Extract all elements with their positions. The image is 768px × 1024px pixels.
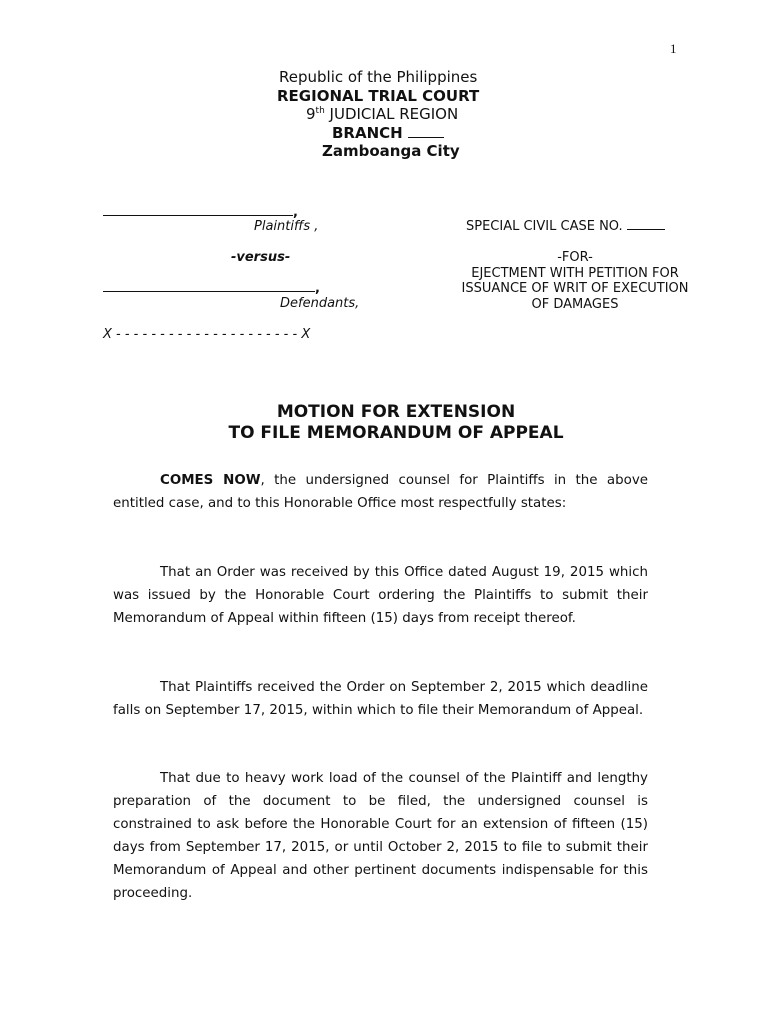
comes-now: COMES NOW bbox=[160, 473, 261, 488]
branch-blank bbox=[408, 137, 444, 138]
defendants-name-line bbox=[103, 281, 320, 297]
for-label: -FOR- bbox=[557, 250, 593, 265]
case-number-label: SPECIAL CIVIL CASE NO. bbox=[466, 219, 623, 234]
paragraph-3-text: That Plaintiffs received the Order on September 2, 2015 which deadline falls on September 17, 2015, within which to file their Memorandum of Appeal. bbox=[113, 680, 648, 718]
paragraph-3 bbox=[113, 676, 648, 722]
case-number-line bbox=[466, 219, 665, 235]
region-text: JUDICIAL REGION bbox=[324, 105, 459, 123]
judicial-region bbox=[306, 105, 458, 123]
plaintiffs-blank bbox=[103, 215, 293, 216]
title-line-1: MOTION FOR EXTENSION bbox=[276, 402, 516, 422]
case-nature bbox=[430, 250, 720, 312]
republic-line: Republic of the Philippines bbox=[279, 68, 478, 86]
document-title bbox=[0, 402, 768, 444]
branch-line bbox=[332, 124, 444, 142]
case-nature-line-3: OF DAMAGES bbox=[531, 296, 619, 312]
versus-label: -versus- bbox=[231, 250, 291, 265]
title-line-2: TO FILE MEMORANDUM OF APPEAL bbox=[228, 423, 564, 443]
city-line: Zamboanga City bbox=[322, 142, 460, 160]
defendants-comma: , bbox=[315, 281, 320, 296]
case-number-blank bbox=[627, 229, 665, 230]
caption-divider: X - - - - - - - - - - - - - - - - - - - - - X bbox=[103, 327, 311, 342]
paragraph-2 bbox=[113, 561, 648, 630]
plaintiffs-label: Plaintiffs , bbox=[254, 219, 319, 234]
page-number: 1 bbox=[670, 41, 677, 56]
defendants-blank bbox=[103, 291, 315, 292]
paragraph-4 bbox=[113, 767, 648, 905]
case-nature-line-2: ISSUANCE OF WRIT OF EXECUTION bbox=[461, 281, 689, 296]
case-nature-line-1: EJECTMENT WITH PETITION FOR bbox=[471, 265, 679, 281]
plaintiffs-comma: , bbox=[293, 205, 298, 220]
paragraph-1 bbox=[113, 469, 648, 515]
branch-label: BRANCH bbox=[332, 124, 403, 142]
region-number: 9 bbox=[306, 105, 316, 123]
paragraph-4-text: That due to heavy work load of the counsel of the Plaintiff and lengthy preparation of the document to be filed, the undersigned counsel is constrained to ask before the Honorable Court for an extension of fifteen (15) days from September 17, 2015, or until October 2, 2015 to file to submit their Memorandum of Appeal and other pertinent documents indispensable for this proceeding. bbox=[113, 771, 648, 901]
paragraph-1-text: , the undersigned counsel for Plaintiffs in the above entitled case, and to this Honorable Office most respectfully states: bbox=[113, 473, 648, 511]
defendants-label: Defendants, bbox=[280, 296, 360, 311]
court-name: REGIONAL TRIAL COURT bbox=[277, 87, 480, 105]
paragraph-2-text: That an Order was received by this Office dated August 19, 2015 which was issued by the Honorable Court ordering the Plaintiffs to submit their Memorandum of Appeal within fifteen (15) days from receipt thereof. bbox=[113, 565, 648, 626]
region-suffix: th bbox=[315, 106, 325, 116]
